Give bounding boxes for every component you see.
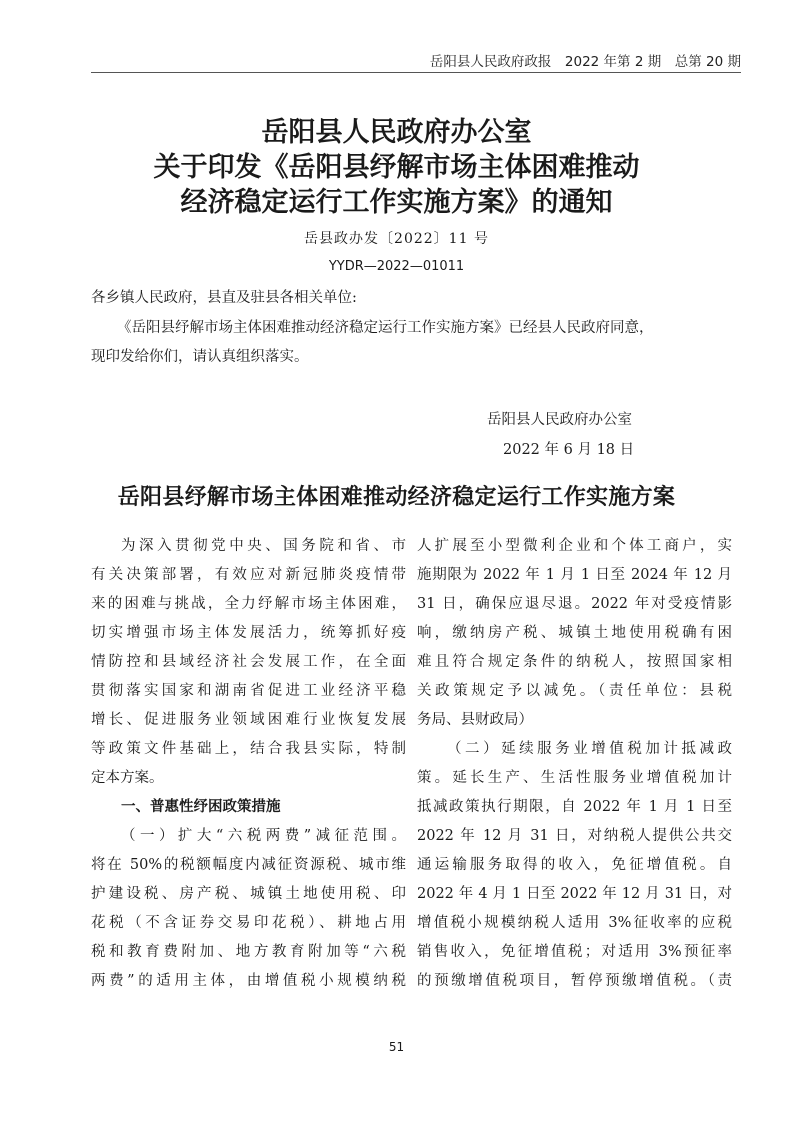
text-line: 2022 年 4 月 1 日至 2022 年 12 月 31 日，对 — [417, 886, 732, 902]
text-line: 将在 50%的税额幅度内减征资源税、城市维 — [91, 857, 406, 873]
text-line: 增值税小规模纳税人适用 3%征收率的应税 — [417, 915, 732, 931]
notice-body-line-1: 《岳阳县纾解市场主体困难推动经济稳定运行工作实施方案》已经县人民政府同意， — [117, 320, 654, 336]
text-line: 税和教育费附加、地方教育附加等“六税 — [91, 944, 406, 960]
text-line: 贯彻落实国家和湖南省促进工业经济平稳 — [91, 683, 406, 699]
text-line: 有关决策部署，有效应对新冠肺炎疫情带 — [91, 567, 406, 583]
text-line: 关政策规定予以减免。（责任单位：县税 — [417, 683, 732, 699]
running-header — [91, 52, 741, 73]
text-line: 务局、县财政局） — [417, 712, 533, 728]
document-number: 岳县政办发〔2022〕11 号 — [304, 231, 489, 247]
text-line: 护建设税、房产税、城镇土地使用税、印 — [91, 886, 406, 902]
text-line: 31 日，确保应退尽退。2022 年对受疫情影 — [417, 596, 732, 612]
section-heading: 一、普惠性纾困政策措施 — [121, 799, 281, 815]
date: 2022 年 6 月 18 日 — [503, 442, 635, 458]
text-line: 情防控和县域经济社会发展工作，在全面 — [91, 654, 406, 670]
text-line: 等政策文件基础上，结合我县实际，特制 — [91, 741, 406, 757]
notice-title-line-2: 关于印发《岳阳县纾解市场主体困难推动 — [153, 152, 640, 183]
text-line: 为深入贯彻党中央、国务院和省、市 — [121, 538, 406, 554]
text-line: 的预缴增值税项目，暂停预缴增值税。（责 — [417, 973, 732, 989]
text-line: 定本方案。 — [91, 770, 164, 786]
header-text: 岳阳县人民政府政报 2022 年第 2 期 总第 20 期 — [429, 54, 741, 70]
text-line: 施期限为 2022 年 1 月 1 日至 2024 年 12 月 — [417, 567, 732, 583]
text-line: 来的困难与挑战，全力纾解市场主体困难， — [91, 596, 406, 612]
text-line: 策。延长生产、生活性服务业增值税加计 — [417, 770, 732, 786]
subsection-heading: （一）扩大“六税两费”减征范围。 — [121, 828, 406, 844]
text-line: 人扩展至小型微利企业和个体工商户，实 — [417, 538, 732, 554]
notice-body-line-2: 现印发给你们，请认真组织落实。 — [91, 349, 309, 365]
text-line: 抵减政策执行期限，自 2022 年 1 月 1 日至 — [417, 799, 732, 815]
document-code: YYDR—2022—01011 — [328, 259, 465, 274]
right-column — [417, 532, 732, 996]
notice-title-line-3: 经济稳定运行工作实施方案》的通知 — [180, 187, 613, 218]
text-line: 2022 年 12 月 31 日，对纳税人提供公共交 — [417, 828, 732, 844]
notice-title-line-1: 岳阳县人民政府办公室 — [261, 117, 532, 148]
subsection-heading: （二）延续服务业增值税加计抵减政 — [447, 741, 732, 757]
text-line: 通运输服务取得的收入，免征增值税。自 — [417, 857, 732, 873]
text-line: 响，缴纳房产税、城镇土地使用税确有困 — [417, 625, 732, 641]
signature: 岳阳县人民政府办公室 — [487, 412, 632, 428]
salutation: 各乡镇人民政府，县直及驻县各相关单位: — [91, 290, 357, 306]
text-line: 两费”的适用主体，由增值税小规模纳税 — [91, 973, 406, 989]
page-number: 51 — [388, 1040, 405, 1054]
text-line: 切实增强市场主体发展活力，统筹抓好疫 — [91, 625, 406, 641]
text-line: 销售收入，免征增值税；对适用 3%预征率 — [417, 944, 732, 960]
text-line: 难且符合规定条件的纳税人，按照国家相 — [417, 654, 732, 670]
left-column — [91, 532, 406, 996]
text-line: 增长、促进服务业领域困难行业恢复发展 — [91, 712, 406, 728]
text-line: 花税（不含证券交易印花税）、耕地占用 — [91, 915, 406, 931]
plan-title: 岳阳县纾解市场主体困难推动经济稳定运行工作实施方案 — [117, 484, 676, 510]
